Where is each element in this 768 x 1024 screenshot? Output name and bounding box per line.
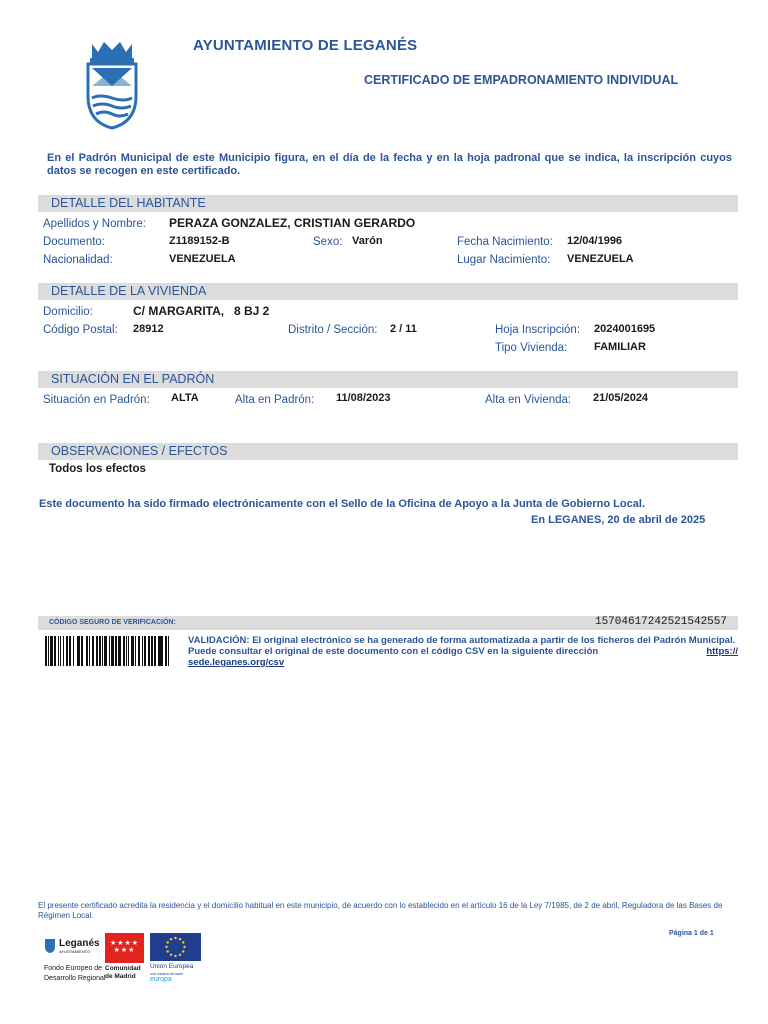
nacionalidad-label: Nacionalidad: (43, 254, 113, 266)
csv-link-part1[interactable]: https:// (706, 646, 738, 657)
institution-title: AYUNTAMIENTO DE LEGANÉS (193, 37, 418, 54)
situacion-value: ALTA (171, 392, 199, 404)
csv-bar (38, 616, 738, 630)
consult-line: Puede consultar el original de este documento con el código CSV en la siguiente dirección (188, 646, 599, 657)
eu-text-3: europa (150, 976, 172, 983)
leganes-logo-sub: AYUNTAMIENTO (59, 949, 91, 954)
eu-star-icon (165, 946, 167, 948)
sexo-value: Varón (352, 235, 383, 247)
alta-vivienda-label: Alta en Vivienda: (485, 394, 572, 406)
documento-value: Z1189152-B (169, 235, 230, 247)
fecha-nacimiento-label: Fecha Nacimiento: (457, 236, 553, 248)
eu-star-icon (182, 950, 184, 952)
footer-logos (40, 933, 210, 988)
page-number: Página 1 de 1 (669, 930, 714, 937)
observaciones-value: Todos los efectos (49, 463, 146, 475)
eu-star-icon (167, 950, 169, 952)
domicilio-number: 8 BJ 2 (234, 304, 270, 318)
csv-label: CÓDIGO SEGURO DE VERIFICACIÓN: (49, 619, 176, 626)
eu-text-2: una manera de hacer (150, 972, 184, 976)
feder-text-1: Fondo Europeo de (44, 965, 102, 972)
certificate-title: CERTIFICADO DE EMPADRONAMIENTO INDIVIDUAL (364, 73, 679, 87)
feder-text-2: Desarrollo Regional (44, 975, 106, 982)
apellidos-label: Apellidos y Nombre: (43, 218, 146, 230)
leganes-crest-logo (84, 40, 140, 130)
section-header-vivienda (38, 283, 738, 300)
eu-star-icon (179, 954, 181, 956)
distrito-label: Distrito / Sección: (288, 324, 378, 336)
alta-vivienda-value: 21/05/2024 (593, 392, 649, 404)
csv-code: 15704617242521542557 (594, 616, 727, 628)
distrito-value: 2 / 11 (390, 323, 417, 335)
documento-label: Documento: (43, 236, 106, 248)
eu-star-icon (174, 937, 176, 939)
codigo-postal-label: Código Postal: (43, 324, 118, 336)
eu-star-icon (182, 941, 184, 943)
tipo-vivienda-label: Tipo Vivienda: (495, 342, 568, 354)
barcode-bar (169, 636, 171, 666)
codigo-postal-value: 28912 (133, 323, 164, 335)
domicilio-street: C/ MARGARITA, (133, 304, 225, 318)
section-title: DETALLE DE LA VIVIENDA (51, 284, 207, 298)
hoja-inscripcion-value: 2024001695 (594, 323, 656, 335)
eu-star-icon (167, 941, 169, 943)
intro-paragraph: En el Padrón Municipal de este Municipio figura, en el día de la fecha y en la hoja padronal que se indica, la inscripción cuyos datos se recogen en este certificado. (47, 152, 732, 177)
section-title: SITUACIÓN EN EL PADRÓN (51, 372, 215, 386)
barcode-image (45, 636, 179, 666)
section-header-situacion (38, 371, 738, 388)
eu-star-icon (170, 954, 172, 956)
nacionalidad-value: VENEZUELA (169, 253, 236, 265)
csv-link-part2[interactable]: sede.leganes.org/csv (188, 657, 285, 668)
lugar-nacimiento-label: Lugar Nacimiento: (457, 254, 551, 266)
section-header-habitante (38, 195, 738, 212)
eu-star-icon (179, 938, 181, 940)
domicilio-label: Domicilio: (43, 306, 93, 318)
hoja-inscripcion-label: Hoja Inscripción: (495, 324, 581, 336)
fecha-nacimiento-value: 12/04/1996 (567, 235, 623, 247)
tipo-vivienda-value: FAMILIAR (594, 341, 646, 353)
madrid-text-1: Comunidad (105, 965, 141, 972)
eu-text-1: Unión Europea (150, 963, 194, 970)
leganes-small-crest-icon (44, 939, 56, 953)
eu-flag-icon (150, 933, 201, 961)
madrid-flag-icon: ★★★★ ★★★ (105, 933, 144, 963)
section-header-observaciones (38, 443, 738, 460)
alta-padron-label: Alta en Padrón: (235, 394, 315, 406)
apellidos-value: PERAZA GONZALEZ, CRISTIAN GERARDO (169, 216, 416, 230)
eu-star-icon (170, 938, 172, 940)
lugar-nacimiento-value: VENEZUELA (567, 253, 634, 265)
signature-line: Este documento ha sido firmado electrónicamente con el Sello de la Oficina de Apoyo a la Junta de Gobierno Local. (39, 498, 645, 510)
section-title: DETALLE DEL HABITANTE (51, 196, 206, 210)
situacion-label: Situación en Padrón: (43, 394, 150, 406)
signature-place-date: En LEGANES, 20 de abril de 2025 (531, 514, 706, 526)
section-title: OBSERVACIONES / EFECTOS (51, 444, 228, 458)
eu-star-icon (174, 955, 176, 957)
validation-line: VALIDACIÓN: El original electrónico se ha generado de forma automatizada a partir de los ficheros del Padrón Municipal. (188, 635, 736, 646)
madrid-text-2: de Madrid (105, 973, 136, 980)
legal-footer-text: El presente certificado acredita la residencia y el domicilio habitual en este municipio, de acuerdo con lo establecido en el artículo 16 de la Ley 7/1985, de 2 de abril, Reguladora de las Bases de Régimen Local. (38, 901, 723, 920)
validation-text (188, 635, 738, 668)
sexo-label: Sexo: (313, 236, 343, 248)
eu-star-icon (183, 946, 185, 948)
alta-padron-value: 11/08/2023 (336, 392, 391, 404)
leganes-logo-text: Leganés (59, 938, 100, 949)
